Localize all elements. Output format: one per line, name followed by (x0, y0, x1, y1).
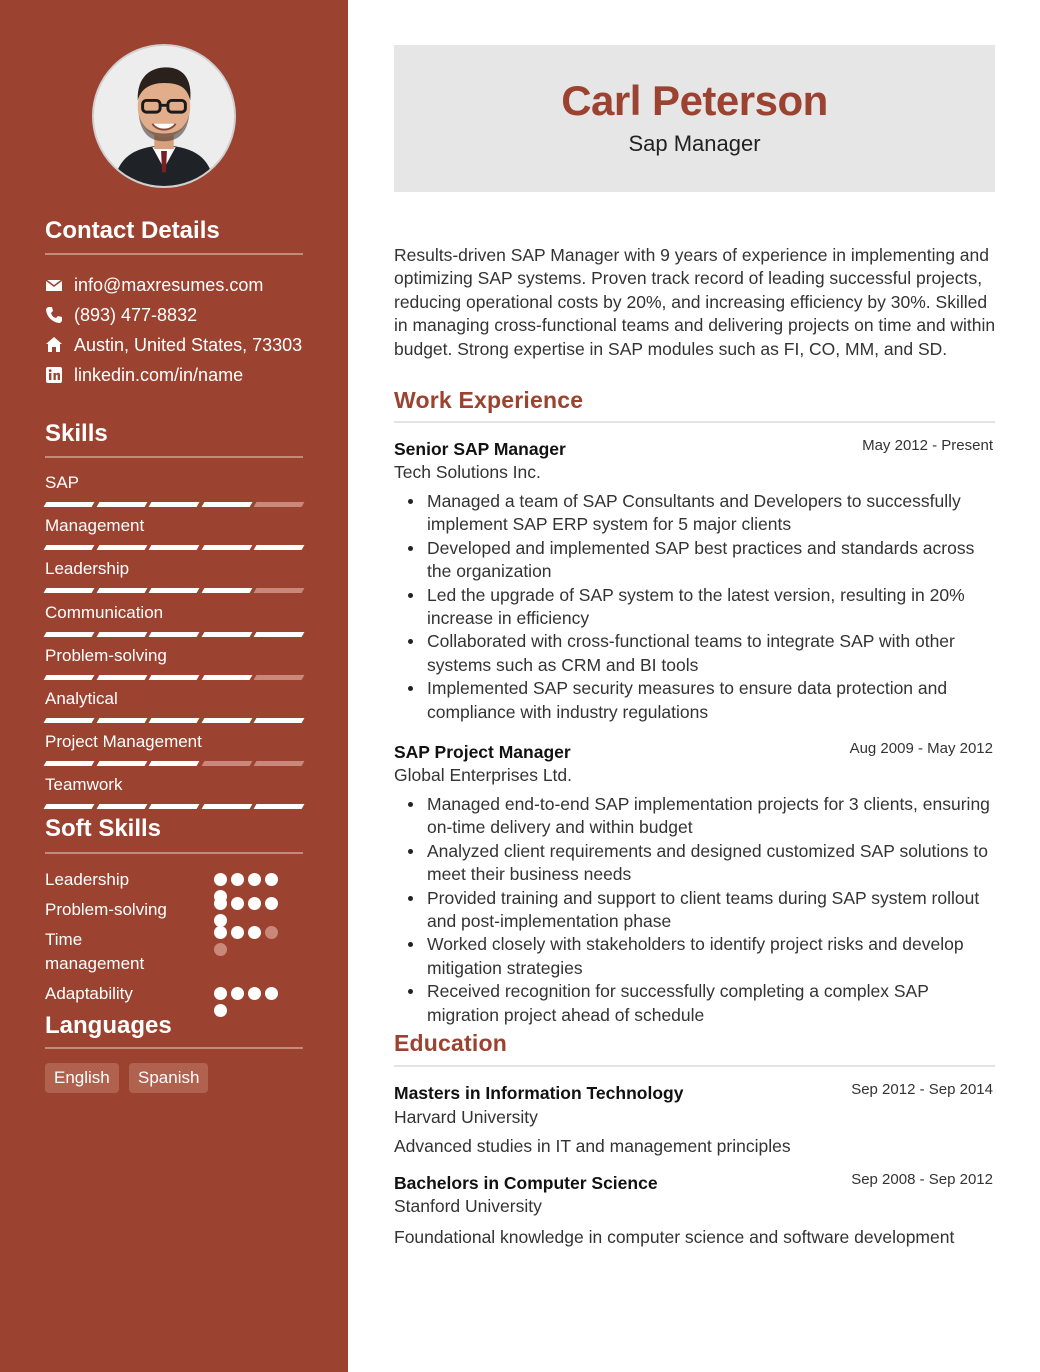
rating-dot (265, 897, 278, 910)
skill-label: Teamwork (45, 775, 123, 795)
skill-level-segment (96, 588, 146, 593)
contact-phone-text: (893) 477-8832 (74, 304, 198, 325)
skill-level-segment (201, 588, 251, 593)
rating-dot (214, 897, 227, 910)
skill-level-segment (44, 761, 94, 766)
skill-level-segment (254, 588, 304, 593)
list-item: Received recognition for successfully completing a complex SAP migration project ahead of schedule (394, 980, 999, 1027)
skill-level-bar (45, 588, 303, 594)
job-bullets (394, 793, 999, 1027)
skill-level-bar (45, 675, 303, 681)
skill-level-bar (45, 632, 303, 638)
skill-level-segment (96, 675, 146, 680)
work-heading: Work Experience (394, 387, 584, 413)
rating-dot (214, 926, 227, 939)
soft-skill-label: Leadership (45, 870, 130, 889)
contact-address-text: Austin, United States, 73303 (74, 334, 303, 355)
contact-linkedin[interactable] (45, 364, 243, 386)
list-item: Implemented SAP security measures to ensure data protection and compliance with industry regulations (394, 677, 999, 724)
job-dates: May 2012 - Present (862, 437, 993, 454)
soft-skills-heading: Soft Skills (45, 815, 162, 842)
work-divider (394, 421, 995, 423)
skill-level-segment (149, 804, 199, 809)
skill-level-segment (44, 502, 94, 507)
education-degree: Masters in Information Technology (394, 1083, 684, 1103)
skill-level-bar (45, 804, 303, 810)
rating-dot (265, 987, 278, 1000)
skill-label: Problem-solving (45, 645, 167, 665)
language-chip: English (45, 1063, 119, 1093)
rating-dot (231, 926, 244, 939)
list-item: Collaborated with cross-functional teams to integrate SAP with other systems such as CRM and BI tools (394, 630, 999, 677)
rating-dot (248, 873, 261, 886)
skill-level-segment (44, 545, 94, 550)
skill-level-segment (254, 675, 304, 680)
languages-divider (45, 1047, 303, 1049)
skill-level-segment (149, 718, 199, 723)
rating-dot (265, 873, 278, 886)
skill-level-segment (201, 632, 251, 637)
skill-level-segment (96, 718, 146, 723)
rating-dot (248, 926, 261, 939)
education-dates: Sep 2008 - Sep 2012 (851, 1171, 993, 1188)
rating-dot (231, 987, 244, 1000)
skill-level-segment (96, 545, 146, 550)
skill-level-segment (201, 675, 251, 680)
skill-level-segment (201, 718, 251, 723)
header (394, 45, 995, 192)
list-item: Worked closely with stakeholders to identify project risks and develop mitigation strategies (394, 933, 999, 980)
education-heading: Education (394, 1030, 507, 1056)
list-item: Managed end-to-end SAP implementation projects for 3 clients, ensuring on-time delivery and within budget (394, 793, 999, 840)
language-chip: Spanish (129, 1063, 208, 1093)
skill-label: Communication (45, 602, 164, 622)
skill-level-segment (254, 632, 304, 637)
rating-dot (248, 987, 261, 1000)
skill-level-segment (44, 804, 94, 809)
education-description: Foundational knowledge in computer science and software development (394, 1227, 955, 1247)
avatar (92, 44, 236, 188)
skill-level-segment (44, 718, 94, 723)
soft-skill-label: Adaptability (45, 984, 133, 1003)
contact-address (45, 334, 302, 356)
contact-email[interactable] (45, 274, 263, 296)
soft-skill-rating (214, 987, 294, 1017)
skill-level-segment (201, 545, 251, 550)
contact-linkedin-text: linkedin.com/in/name (74, 364, 244, 385)
job-title: Senior SAP Manager (394, 439, 566, 459)
contact-heading: Contact Details (45, 217, 220, 244)
skill-level-segment (254, 761, 304, 766)
contact-divider (45, 253, 303, 255)
contact-email-text: info@maxresumes.com (74, 274, 264, 295)
skill-level-segment (254, 718, 304, 723)
job-dates: Aug 2009 - May 2012 (849, 740, 993, 757)
skill-level-segment (44, 588, 94, 593)
skill-label: Analytical (45, 689, 118, 708)
skill-level-segment (201, 502, 251, 507)
soft-skill-label: Problem-solving (45, 900, 167, 919)
education-dates: Sep 2012 - Sep 2014 (851, 1081, 993, 1098)
soft-skill-label: Time management (45, 930, 145, 973)
linkedin-icon (45, 366, 63, 384)
rating-dot (231, 873, 244, 886)
education-description: Advanced studies in IT and management principles (394, 1136, 791, 1156)
profile-photo-icon (94, 46, 234, 186)
job-title: SAP Project Manager (394, 742, 571, 762)
skills-heading: Skills (45, 420, 108, 447)
skill-level-segment (149, 761, 199, 766)
rating-dot (214, 873, 227, 886)
skill-level-segment (44, 675, 94, 680)
languages-heading: Languages (45, 1012, 172, 1039)
rating-dot (214, 1004, 227, 1017)
education-degree: Bachelors in Computer Science (394, 1173, 658, 1193)
list-item: Developed and implemented SAP best practices and standards across the organization (394, 537, 999, 584)
phone-icon (45, 306, 63, 324)
summary: Results-driven SAP Manager with 9 years of experience in implementing and optimizing SAP systems. Proven track record of leading successful projects, reducing operational costs by 20%, and increasing efficiency by 30%. Skilled in managing cross-functional teams and delivering projects on time and within budget. Strong expertise in SAP modules such as FI, CO, MM, and SD. (394, 245, 996, 359)
skill-level-segment (201, 804, 251, 809)
job-bullets (394, 490, 999, 724)
sidebar (0, 0, 348, 1372)
skill-level-segment (254, 545, 304, 550)
skill-label: SAP (45, 473, 80, 492)
soft-skills-divider (45, 852, 303, 854)
list-item: Provided training and support to client teams during SAP system rollout and post-implementation phase (394, 887, 999, 934)
skill-level-segment (149, 545, 199, 550)
skill-level-segment (44, 632, 94, 637)
skills-divider (45, 456, 303, 458)
skill-level-segment (254, 804, 304, 809)
education-divider (394, 1065, 995, 1067)
skill-level-segment (149, 675, 199, 680)
list-item: Analyzed client requirements and designed customized SAP solutions to meet their business needs (394, 840, 999, 887)
skill-label: Management (45, 516, 145, 536)
candidate-name: Carl Peterson (561, 77, 828, 124)
skill-level-bar (45, 502, 303, 508)
education-school: Stanford University (394, 1196, 542, 1216)
skill-label: Project Management (45, 732, 202, 752)
job-company: Tech Solutions Inc. (394, 462, 541, 482)
job-company: Global Enterprises Ltd. (394, 765, 573, 785)
rating-dot (265, 926, 278, 939)
skill-level-segment (96, 502, 146, 507)
envelope-icon (45, 276, 63, 294)
skill-level-segment (254, 502, 304, 507)
rating-dot (248, 897, 261, 910)
contact-phone[interactable] (45, 304, 197, 326)
education-school: Harvard University (394, 1107, 538, 1127)
skill-level-segment (149, 588, 199, 593)
soft-skill-rating (214, 926, 294, 956)
skill-level-segment (96, 761, 146, 766)
skill-level-segment (149, 632, 199, 637)
rating-dot (214, 987, 227, 1000)
list-item: Managed a team of SAP Consultants and Developers to successfully implement SAP ERP system for 5 major clients (394, 490, 999, 537)
candidate-title: Sap Manager (628, 131, 761, 156)
rating-dot (214, 943, 227, 956)
skill-level-bar (45, 718, 303, 724)
skill-level-segment (96, 804, 146, 809)
skill-level-bar (45, 761, 303, 767)
skill-label: Leadership (45, 559, 130, 579)
skill-level-segment (201, 761, 251, 766)
home-icon (45, 336, 63, 354)
rating-dot (231, 897, 244, 910)
skill-level-bar (45, 545, 303, 551)
soft-skill-rating (214, 897, 294, 927)
skill-level-segment (96, 632, 146, 637)
list-item: Led the upgrade of SAP system to the latest version, resulting in 20% increase in efficiency (394, 584, 999, 631)
skill-level-segment (149, 502, 199, 507)
